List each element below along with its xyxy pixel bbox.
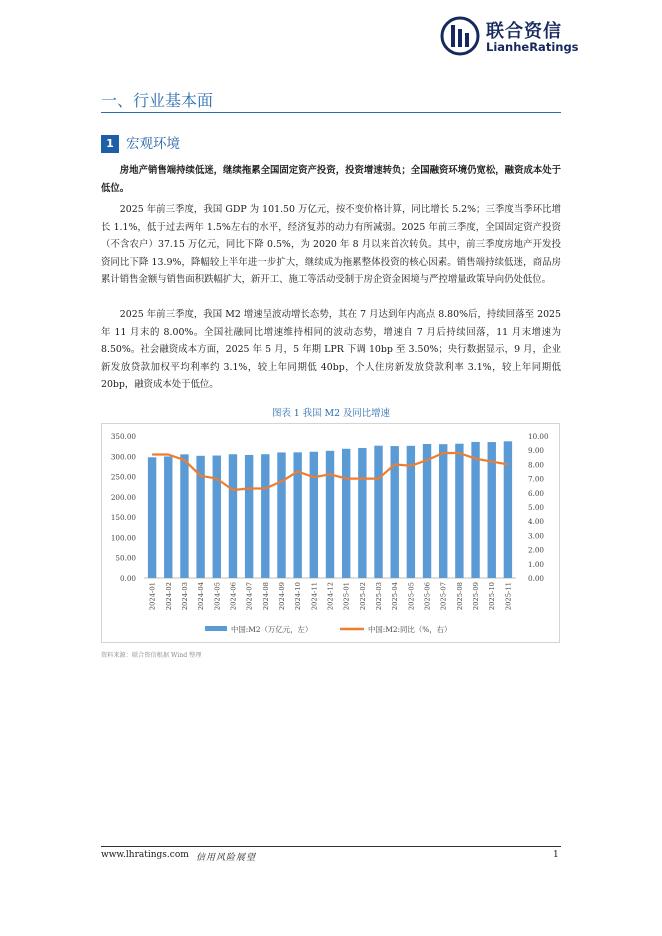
- y-right-tick-label: 5.00: [528, 503, 545, 512]
- x-tick-label: 2024-02: [164, 582, 173, 611]
- y-right-tick-label: 2.00: [528, 545, 545, 555]
- body-paragraph-m2: 2025 年前三季度，我国 M2 增速呈波动增长态势，其在 7 月达到年内高点 8.80%后，持续回落至 2025 年 11 月末的 8.00%。全国社融同比增速维持相同的波动态势，增速自 7 月后持续回落，11 月末增速为 8.50%。社会融资成本方面，2025 年 5 月，5 年期 LPR 下调 10bp 至 3.50%；央行数据显示，9 月，企业新发放贷款加权平均利率约 3.1%，较上年同期低 40bp，个人住房新发放贷款利率 3.1%，较上年同期低 20bp，融资成本处于低位。: [101, 309, 561, 391]
- legend-label-m2: 中国:M2（万亿元，左）: [231, 625, 313, 634]
- m2-bar: [261, 454, 269, 578]
- x-tick-label: 2025-03: [375, 582, 384, 611]
- y-left-tick-label: 350.00: [110, 432, 136, 441]
- m2-bar: [439, 444, 447, 578]
- m2-bar: [374, 446, 382, 578]
- y-left-tick-label: 300.00: [110, 452, 136, 462]
- logo-cn-text: 联合资信: [486, 21, 562, 42]
- x-tick-label: 2024-12: [326, 582, 335, 611]
- m2-bar: [180, 454, 188, 578]
- legend-label-yoy: 中国:M2:同比（%，右）: [368, 625, 452, 634]
- lead-paragraph: 房地产销售端持续低迷，继续拖累全国固定资产投资，投资增速转负；全国融资环境仍宽松，融资成本处于低位。: [101, 165, 561, 194]
- m2-chart: [101, 423, 560, 643]
- x-tick-label: 2025-06: [423, 582, 432, 611]
- x-tick-label: 2025-10: [488, 582, 497, 611]
- y-left-tick-label: 100.00: [110, 533, 136, 543]
- subsection-heading: 宏观环境: [126, 136, 180, 152]
- x-tick-label: 2025-04: [391, 582, 400, 611]
- section-heading: 一、行业基本面: [101, 91, 214, 110]
- m2-bar: [213, 456, 221, 578]
- m2-bar: [326, 451, 334, 578]
- x-tick-label: 2024-08: [261, 582, 270, 611]
- m2-bar: [164, 456, 172, 578]
- y-right-tick-label: 1.00: [528, 559, 545, 569]
- x-tick-label: 2024-07: [245, 582, 254, 611]
- m2-bar: [245, 455, 253, 578]
- m2-bar: [504, 441, 512, 578]
- m2-bar: [358, 448, 366, 578]
- y-right-tick-label: 6.00: [528, 488, 545, 498]
- x-tick-label: 2024-06: [229, 582, 238, 611]
- logo-en-text: LianheRatings: [486, 40, 579, 54]
- m2-bar: [423, 444, 431, 578]
- x-tick-label: 2024-05: [213, 582, 222, 611]
- x-tick-label: 2024-01: [148, 582, 157, 611]
- x-tick-label: 2024-11: [310, 582, 319, 611]
- x-tick-label: 2024-04: [197, 582, 206, 611]
- y-right-tick-label: 10.00: [528, 432, 549, 441]
- y-right-tick-label: 4.00: [528, 517, 545, 527]
- x-tick-label: 2025-08: [455, 582, 464, 611]
- x-tick-label: 2024-03: [180, 582, 189, 611]
- subsection-number-badge: 1: [101, 135, 119, 153]
- footer-tagline: 信用风险展望: [196, 853, 257, 863]
- y-right-tick-label: 3.00: [528, 531, 545, 541]
- figure-source: 资料来源：联合资信根据 Wind 整理: [101, 652, 202, 659]
- y-right-tick-label: 8.00: [528, 460, 545, 470]
- x-tick-label: 2025-01: [342, 582, 351, 611]
- m2-bar: [277, 452, 285, 578]
- y-right-tick-label: 0.00: [528, 574, 545, 583]
- m2-bar: [148, 457, 156, 578]
- m2-bar: [471, 442, 479, 578]
- m2-bar: [229, 454, 237, 578]
- body-paragraph-gdp: 2025 年前三季度，我国 GDP 为 101.50 万亿元，按不变价格计算，同比增长 5.2%；三季度当季环比增长 1.1%，低于过去两年 1.5%左右的水平，经济复苏的动力有所减弱。2025 年前三季度，全国固定资产投资（不含农户）37.15 万亿元，同比下降 0.5%，为 2020 年 8 月以来首次转负。其中，前三季度房地产开发投资同比下降 13.9%，降幅较上半年进一步扩大，继续成为拖累整体投资的核心因素。销售端持续低迷，商品房累计销售金额与销售面积跌幅扩大，新开工、施工等活动受制于房企资金困境与严控增量政策导向仍处低位。: [101, 204, 561, 286]
- x-tick-label: 2025-07: [439, 582, 448, 611]
- x-tick-label: 2025-09: [472, 582, 481, 611]
- x-tick-label: 2024-09: [277, 582, 286, 611]
- footer-website-link[interactable]: www.lhratings.com: [101, 850, 189, 860]
- m2-bar: [342, 449, 350, 578]
- y-left-tick-label: 200.00: [110, 492, 136, 502]
- x-tick-label: 2025-02: [358, 582, 367, 611]
- x-tick-label: 2024-10: [294, 582, 303, 611]
- y-left-tick-label: 0.00: [119, 574, 136, 583]
- x-tick-label: 2025-05: [407, 582, 416, 611]
- m2-bar: [310, 452, 318, 578]
- m2-chart-svg: [102, 424, 559, 642]
- lianhe-logo-icon: [440, 16, 480, 56]
- page-number: 1: [553, 850, 559, 860]
- lianhe-logo: [440, 16, 579, 56]
- footer-divider: [101, 846, 561, 847]
- legend-swatch-m2: [205, 626, 227, 631]
- y-right-tick-label: 7.00: [528, 474, 545, 484]
- m2-bar: [455, 444, 463, 578]
- figure-caption: 图表 1 我国 M2 及同比增速: [272, 408, 390, 419]
- x-tick-label: 2025-11: [504, 582, 513, 611]
- y-left-tick-label: 250.00: [110, 472, 136, 482]
- y-right-tick-label: 9.00: [528, 446, 545, 456]
- y-left-tick-label: 50.00: [115, 553, 136, 563]
- y-left-tick-label: 150.00: [110, 513, 136, 523]
- section-divider: [101, 112, 561, 113]
